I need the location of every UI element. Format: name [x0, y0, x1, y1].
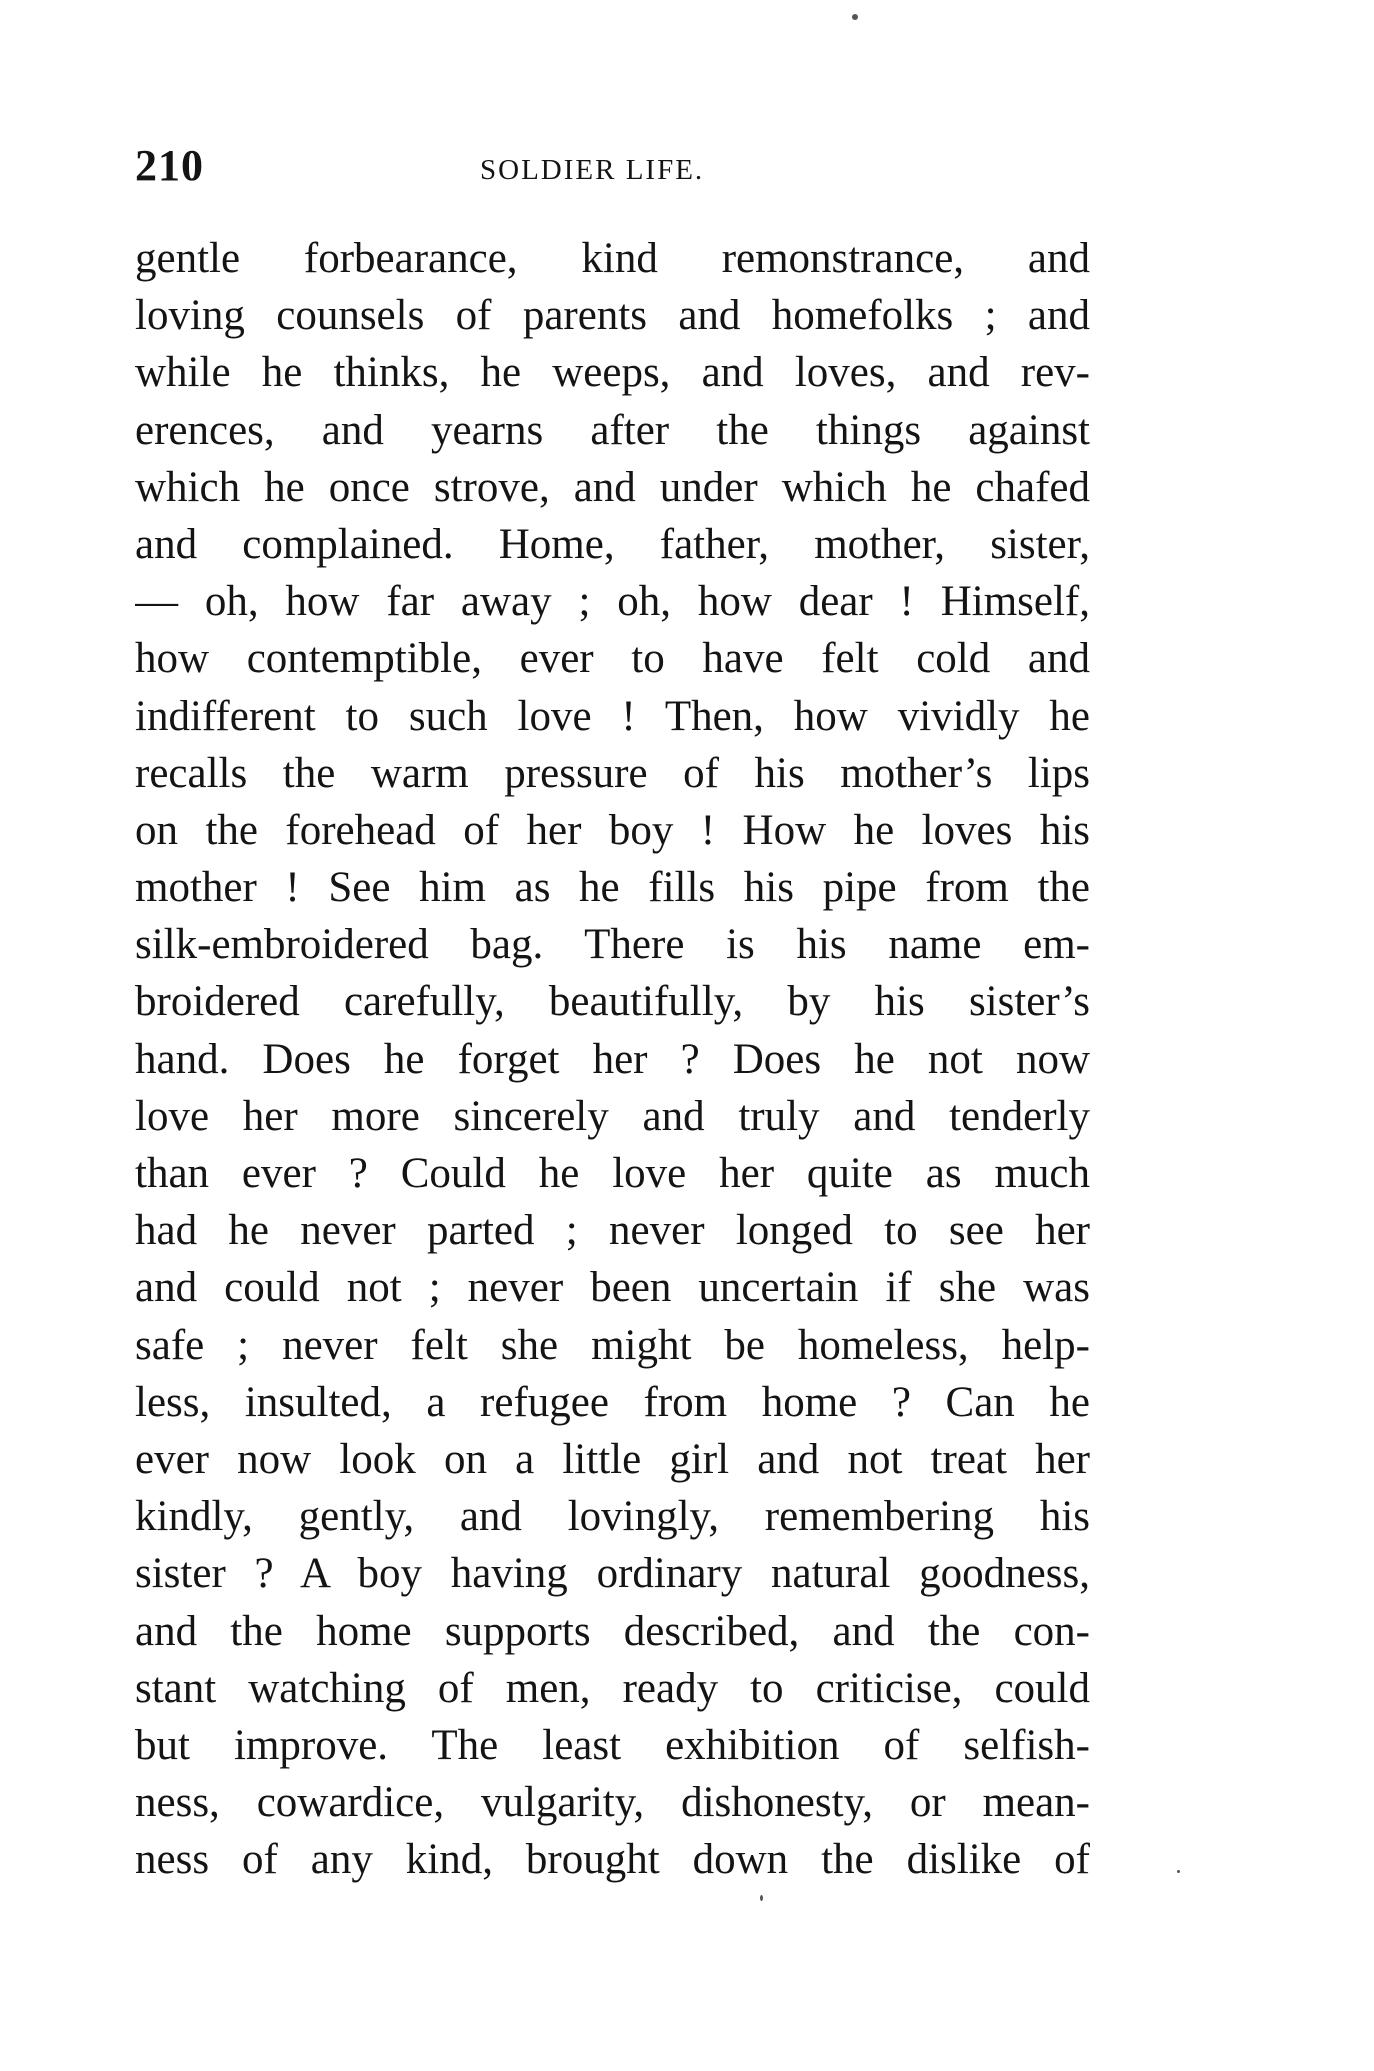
text-line: on the forehead of her boy ! How he loves his	[135, 806, 1090, 854]
text-line: which he once strove, and under which he chafed	[135, 463, 1090, 511]
body-text	[135, 230, 1090, 1888]
ink-speck	[760, 1895, 763, 1901]
text-line: gentle forbearance, kind remonstrance, and	[135, 235, 1090, 282]
text-line: less, insulted, a refugee from home ? Can he	[135, 1378, 1090, 1426]
running-head: SOLDIER LIFE.	[480, 154, 705, 186]
text-line: ever now look on a little girl and not treat her	[135, 1435, 1090, 1483]
page-header	[135, 140, 1090, 200]
text-line: and could not ; never been uncertain if she was	[135, 1264, 1090, 1312]
text-line: mother ! See him as he fills his pipe from the	[135, 864, 1090, 912]
text-line: ness, cowardice, vulgarity, dishonesty, or mean-	[135, 1779, 1090, 1827]
text-line: kindly, gently, and lovingly, remembering his	[135, 1493, 1090, 1541]
text-line: recalls the warm pressure of his mother’s lips	[135, 749, 1090, 797]
text-line: and complained. Home, father, mother, sister,	[135, 520, 1090, 568]
text-line: silk-embroidered bag. There is his name em-	[135, 921, 1090, 969]
page-number: 210	[135, 141, 204, 190]
text-line: and the home supports described, and the con-	[135, 1607, 1090, 1655]
text-line: — oh, how far away ; oh, how dear ! Himself,	[135, 578, 1090, 626]
text-line: ness of any kind, brought down the dislike of	[135, 1836, 1090, 1884]
text-line: sister ? A boy having ordinary natural goodness,	[135, 1550, 1090, 1598]
text-line: indifferent to such love ! Then, how vividly he	[135, 692, 1090, 740]
text-line: than ever ? Could he love her quite as much	[135, 1150, 1090, 1197]
text-line: hand. Does he forget her ? Does he not now	[135, 1035, 1090, 1083]
ink-speck	[852, 14, 858, 20]
text-line: loving counsels of parents and homefolks ; and	[135, 292, 1090, 340]
text-line: stant watching of men, ready to criticise, could	[135, 1664, 1090, 1712]
ink-speck	[1177, 1870, 1180, 1873]
text-line: but improve. The least exhibition of selfish-	[135, 1721, 1090, 1769]
text-line: while he thinks, he weeps, and loves, and rev-	[135, 349, 1090, 397]
text-line: erences, and yearns after the things against	[135, 406, 1090, 454]
text-line: love her more sincerely and truly and tenderly	[135, 1092, 1090, 1140]
text-line: broidered carefully, beautifully, by his sister’s	[135, 978, 1090, 1026]
text-line: safe ; never felt she might be homeless, help-	[135, 1321, 1090, 1369]
text-line: how contemptible, ever to have felt cold and	[135, 635, 1090, 683]
text-line: had he never parted ; never longed to see her	[135, 1207, 1090, 1255]
